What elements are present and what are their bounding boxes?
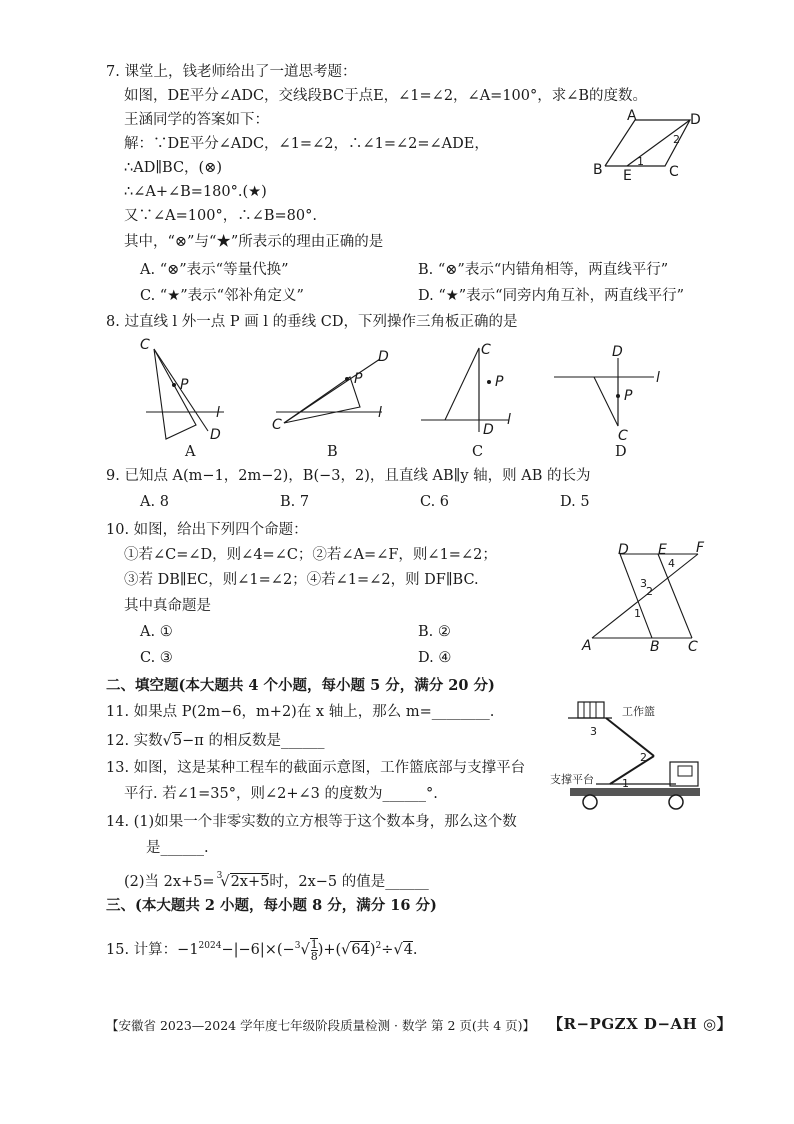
q8c-label-l: l	[507, 412, 511, 428]
q10-option-d: D. ④	[418, 650, 452, 666]
q7-option-b: B. “⊗”表示“内错角相等，两直线平行”	[418, 262, 669, 278]
q7-line4: ∴AD∥BC，(⊗)	[124, 160, 223, 176]
q10-label-c: C	[688, 639, 698, 655]
q7-option-c: C. “★”表示“邻补角定义”	[140, 288, 304, 304]
q7-line7: 其中，“⊗”与“★”所表示的理由正确的是	[124, 234, 384, 250]
q10-option-a: A. ①	[140, 624, 173, 640]
q12-pre: 12. 实数	[106, 733, 163, 749]
q13-line2	[124, 784, 438, 804]
q13-blank: ______°.	[382, 786, 438, 802]
q10-line3: 其中真命题是	[124, 598, 211, 614]
q11-blank: ________.	[431, 704, 495, 720]
q9-option-c: C. 6	[420, 494, 450, 510]
q8d-label-d: D	[612, 344, 623, 360]
q8-caption-d: D	[615, 444, 627, 460]
q8-figure-d	[550, 340, 675, 444]
q7-label-e: E	[623, 168, 632, 184]
q7-option-a: A. “⊗”表示“等量代换”	[140, 262, 289, 278]
q14-line3: (2)当 2x+5= $^3$√2x+5时，2x−5 的值是______	[124, 871, 429, 890]
q10-label-b: B	[650, 639, 660, 655]
q15-part-c: )+(	[317, 941, 342, 958]
q15-sqrt4: √4	[393, 941, 413, 958]
q10-line2: ③若 DB∥EC，则∠1=∠2；④若∠1=∠2，则 DF∥BC.	[124, 572, 479, 588]
q10-stem: 10. 如图，给出下列四个命题：	[106, 522, 308, 538]
q15-frac-den: 8	[310, 949, 318, 963]
q14-cube-root: √2x+5	[220, 873, 270, 890]
q10-label-a: A	[582, 638, 592, 654]
q15-exponent: 2024	[198, 941, 222, 951]
q8-figure-b	[270, 345, 400, 440]
q12-post: −π 的相反数是	[182, 733, 281, 749]
q14-part2-b: 时，2x−5 的值是	[269, 873, 386, 890]
q8-figure-c	[415, 340, 525, 440]
q8c-label-c: C	[481, 342, 491, 358]
q7-line3: 解：∵DE平分∠ADC，∠1=∠2，∴∠1=∠2=∠ADE，	[124, 136, 489, 152]
q13-angle-3: 3	[590, 725, 597, 738]
q12-blank: ______	[280, 733, 325, 749]
q8c-label-p: P	[495, 374, 504, 390]
q8a-label-c: C	[140, 337, 150, 353]
q8-caption-b: B	[327, 444, 338, 460]
q10-figure	[580, 540, 710, 655]
q8a-label-d: D	[210, 427, 221, 443]
q7-line2: 王涵同学的答案如下：	[124, 112, 269, 128]
q9-option-b: B. 7	[280, 494, 310, 510]
q7-option-d: D. “★”表示“同旁内角互补，两直线平行”	[418, 288, 684, 304]
q10-angle-2: 2	[646, 585, 653, 598]
q7-figure	[585, 108, 701, 184]
q8a-label-p: P	[180, 377, 189, 393]
q14-blank: ______	[385, 873, 429, 890]
q10-angle-3: 3	[640, 577, 647, 590]
q11-text: 11. 如果点 P(2m−6，m+2)在 x 轴上，那么 m=	[106, 704, 432, 720]
q12-line	[106, 731, 324, 751]
q11-line	[106, 702, 494, 722]
q8b-label-p: P	[354, 371, 363, 387]
q15-square: 2	[375, 941, 382, 951]
q7-label-a: A	[627, 108, 637, 124]
q15-part-d: )	[369, 941, 376, 958]
q8b-label-d: D	[378, 349, 389, 365]
q13-line1: 13. 如图，这是某种工程车的截面示意图，工作篮底部与支撑平台	[106, 760, 526, 776]
q15-radicand-4: 4	[403, 941, 413, 958]
q7-label-b: B	[593, 162, 603, 178]
q8-figure-a	[136, 335, 236, 445]
q7-line1: 如图，DE平分∠ADC，交线段BC于点E，∠1=∠2，∠A=100°，求∠B的度数。	[124, 88, 648, 104]
q8-caption-a: A	[185, 444, 196, 460]
footer-left: 【安徽省 2023—2024 学年度七年级阶段质量检测 · 数学 第 2 页(共 4 页)】	[106, 1018, 536, 1033]
q10-option-c: C. ③	[140, 650, 173, 666]
q15-part-e: ÷	[381, 941, 394, 958]
q8c-label-d: D	[483, 422, 494, 438]
section2-title: 二、填空题(本大题共 4 个小题，每小题 5 分，满分 20 分)	[106, 677, 495, 694]
q8b-label-l: l	[378, 405, 382, 421]
q7-line5: ∴∠A+∠B=180°.(★)	[124, 184, 267, 200]
q15-cube-root: √ $\frac{1}{8}$	[300, 937, 318, 963]
q10-label-d: D	[618, 542, 629, 558]
q14-radicand: 2x+5	[230, 873, 270, 890]
q12-radicand: 5	[172, 733, 183, 749]
q7-label-d: D	[690, 112, 701, 128]
q8d-label-c: C	[618, 428, 628, 444]
footer-code: 【R−PGZX D−AH ◎】	[548, 1015, 733, 1033]
q14-line2: 是______.	[146, 840, 209, 856]
q13-angle-1: 1	[622, 777, 629, 790]
q7-angle-1: 1	[637, 155, 644, 168]
q10-line1: ①若∠C=∠D，则∠4=∠C；②若∠A=∠F，则∠1=∠2；	[124, 547, 497, 563]
q13-line2-text: 平行. 若∠1=35°，则∠2+∠3 的度数为	[124, 786, 383, 802]
q15-frac-num: 1	[310, 937, 318, 951]
q12-radical: √5	[162, 733, 183, 749]
q15-part-a: 15. 计算：−1	[106, 941, 199, 958]
q15-radicand-64: 64	[351, 941, 370, 958]
q10-angle-4: 4	[668, 557, 675, 570]
q9-option-d: D. 5	[560, 494, 590, 510]
q8b-label-c: C	[272, 417, 282, 433]
q15-sqrt64: √64	[341, 941, 370, 958]
q15-part-f: .	[412, 941, 418, 958]
q8-caption-c: C	[472, 444, 484, 460]
q13-angle-2: 2	[640, 751, 647, 764]
q10-label-f: F	[696, 540, 705, 556]
q7-angle-2: 2	[673, 133, 680, 146]
q14-part2-a: (2)当 2x+5=	[124, 873, 215, 890]
q15-line: 15. 计算：$-1^{2024}-|-6|\times(-^3√$ $\frac{1}{8}$ )$+(√64)^2\div√4$.	[106, 937, 418, 963]
q13-label-platform: 支撑平台	[550, 773, 594, 786]
q9-option-a: A. 8	[140, 494, 169, 510]
q8d-label-l: l	[656, 370, 660, 386]
q10-label-e: E	[658, 542, 667, 558]
q13-figure	[548, 700, 718, 818]
section3-title: 三、(本大题共 2 小题，每小题 8 分，满分 16 分)	[106, 897, 437, 914]
q7-stem: 7. 课堂上，钱老师给出了一道思考题：	[106, 64, 357, 80]
q7-label-c: C	[669, 164, 679, 180]
q8-stem: 8. 过直线 l 外一点 P 画 l 的垂线 CD，下列操作三角板正确的是	[106, 314, 518, 330]
q10-angle-1: 1	[634, 607, 641, 620]
q8d-label-p: P	[624, 388, 633, 404]
q7-line6: 又∵∠A=100°，∴∠B=80°.	[124, 208, 317, 224]
q15-part-b: −|−6|×(−	[221, 941, 295, 958]
q13-label-basket: 工作篮	[622, 705, 655, 718]
q14-line1: 14. (1)如果一个非零实数的立方根等于这个数本身，那么这个数	[106, 814, 517, 830]
q10-option-b: B. ②	[418, 624, 451, 640]
q8a-label-l: l	[216, 405, 220, 421]
q9-stem: 9. 已知点 A(m−1，2m−2)，B(−3，2)，且直线 AB∥y 轴，则 AB 的长为	[106, 468, 591, 484]
